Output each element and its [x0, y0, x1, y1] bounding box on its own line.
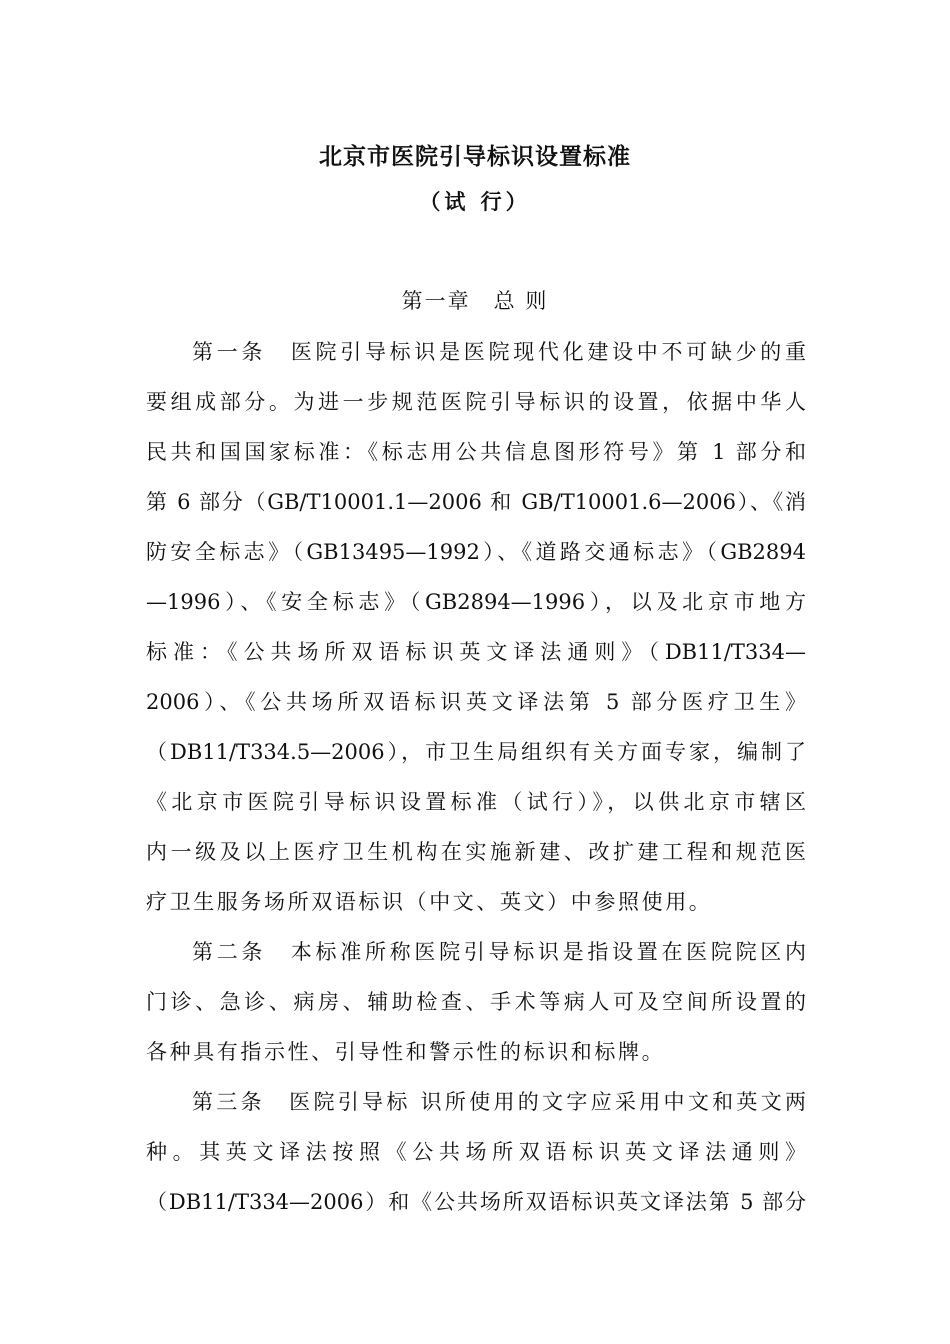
paragraph-line: 疗卫生服务场所双语标识（中文、英文）中参照使用。	[146, 890, 713, 914]
chapter-heading: 第一章 总 则	[401, 289, 549, 313]
paragraph-line: 《北京市医院引导标识设置标准（试行）》，以供北京市辖区	[146, 790, 806, 814]
paragraph-line: 第三条 医院引导标 识所使用的文字应采用中文和英文两	[192, 1090, 806, 1114]
document-subtitle: （试 行）	[419, 189, 531, 214]
paragraph-line: 防安全标志》（GB13495—1992）、《道路交通标志》（GB2894	[146, 540, 806, 564]
paragraph-line: 第二条 本标准所称医院引导标识是指设置在医院院区内	[192, 940, 806, 964]
paragraph-line: （DB11/T334—2006）和《公共场所双语标识英文译法第 5 部分	[146, 1190, 806, 1214]
paragraph-line: （DB11/T334.5—2006），市卫生局组织有关方面专家，编制了	[146, 740, 806, 764]
paragraph-line: 要组成部分。为进一步规范医院引导标识的设置，依据中华人	[146, 390, 806, 414]
paragraph-line: —1996）、《安全标志》（GB2894—1996），以及北京市地方	[146, 590, 806, 614]
document-title: 北京市医院引导标识设置标准	[319, 143, 631, 170]
paragraph-line: 第 6 部分（GB/T10001.1—2006 和 GB/T10001.6—2006）、《消	[146, 490, 806, 514]
paragraph-line: 第一条 医院引导标识是医院现代化建设中不可缺少的重	[192, 340, 806, 364]
paragraph-line: 种。其英文译法按照《公共场所双语标识英文译法通则》	[146, 1140, 806, 1164]
paragraph-line: 门诊、急诊、病房、辅助检查、手术等病人可及空间所设置的	[146, 990, 806, 1014]
paragraph-line: 2006）、《公共场所双语标识英文译法第 5 部分医疗卫生》	[146, 690, 806, 714]
paragraph-line: 各种具有指示性、引导性和警示性的标识和标牌。	[146, 1040, 666, 1064]
paragraph-line: 内一级及以上医疗卫生机构在实施新建、改扩建工程和规范医	[146, 840, 806, 864]
paragraph-line: 标准：《公共场所双语标识英文译法通则》（DB11/T334—	[146, 640, 806, 664]
paragraph-line: 民共和国国家标准：《标志用公共信息图形符号》第 1 部分和	[146, 440, 806, 464]
